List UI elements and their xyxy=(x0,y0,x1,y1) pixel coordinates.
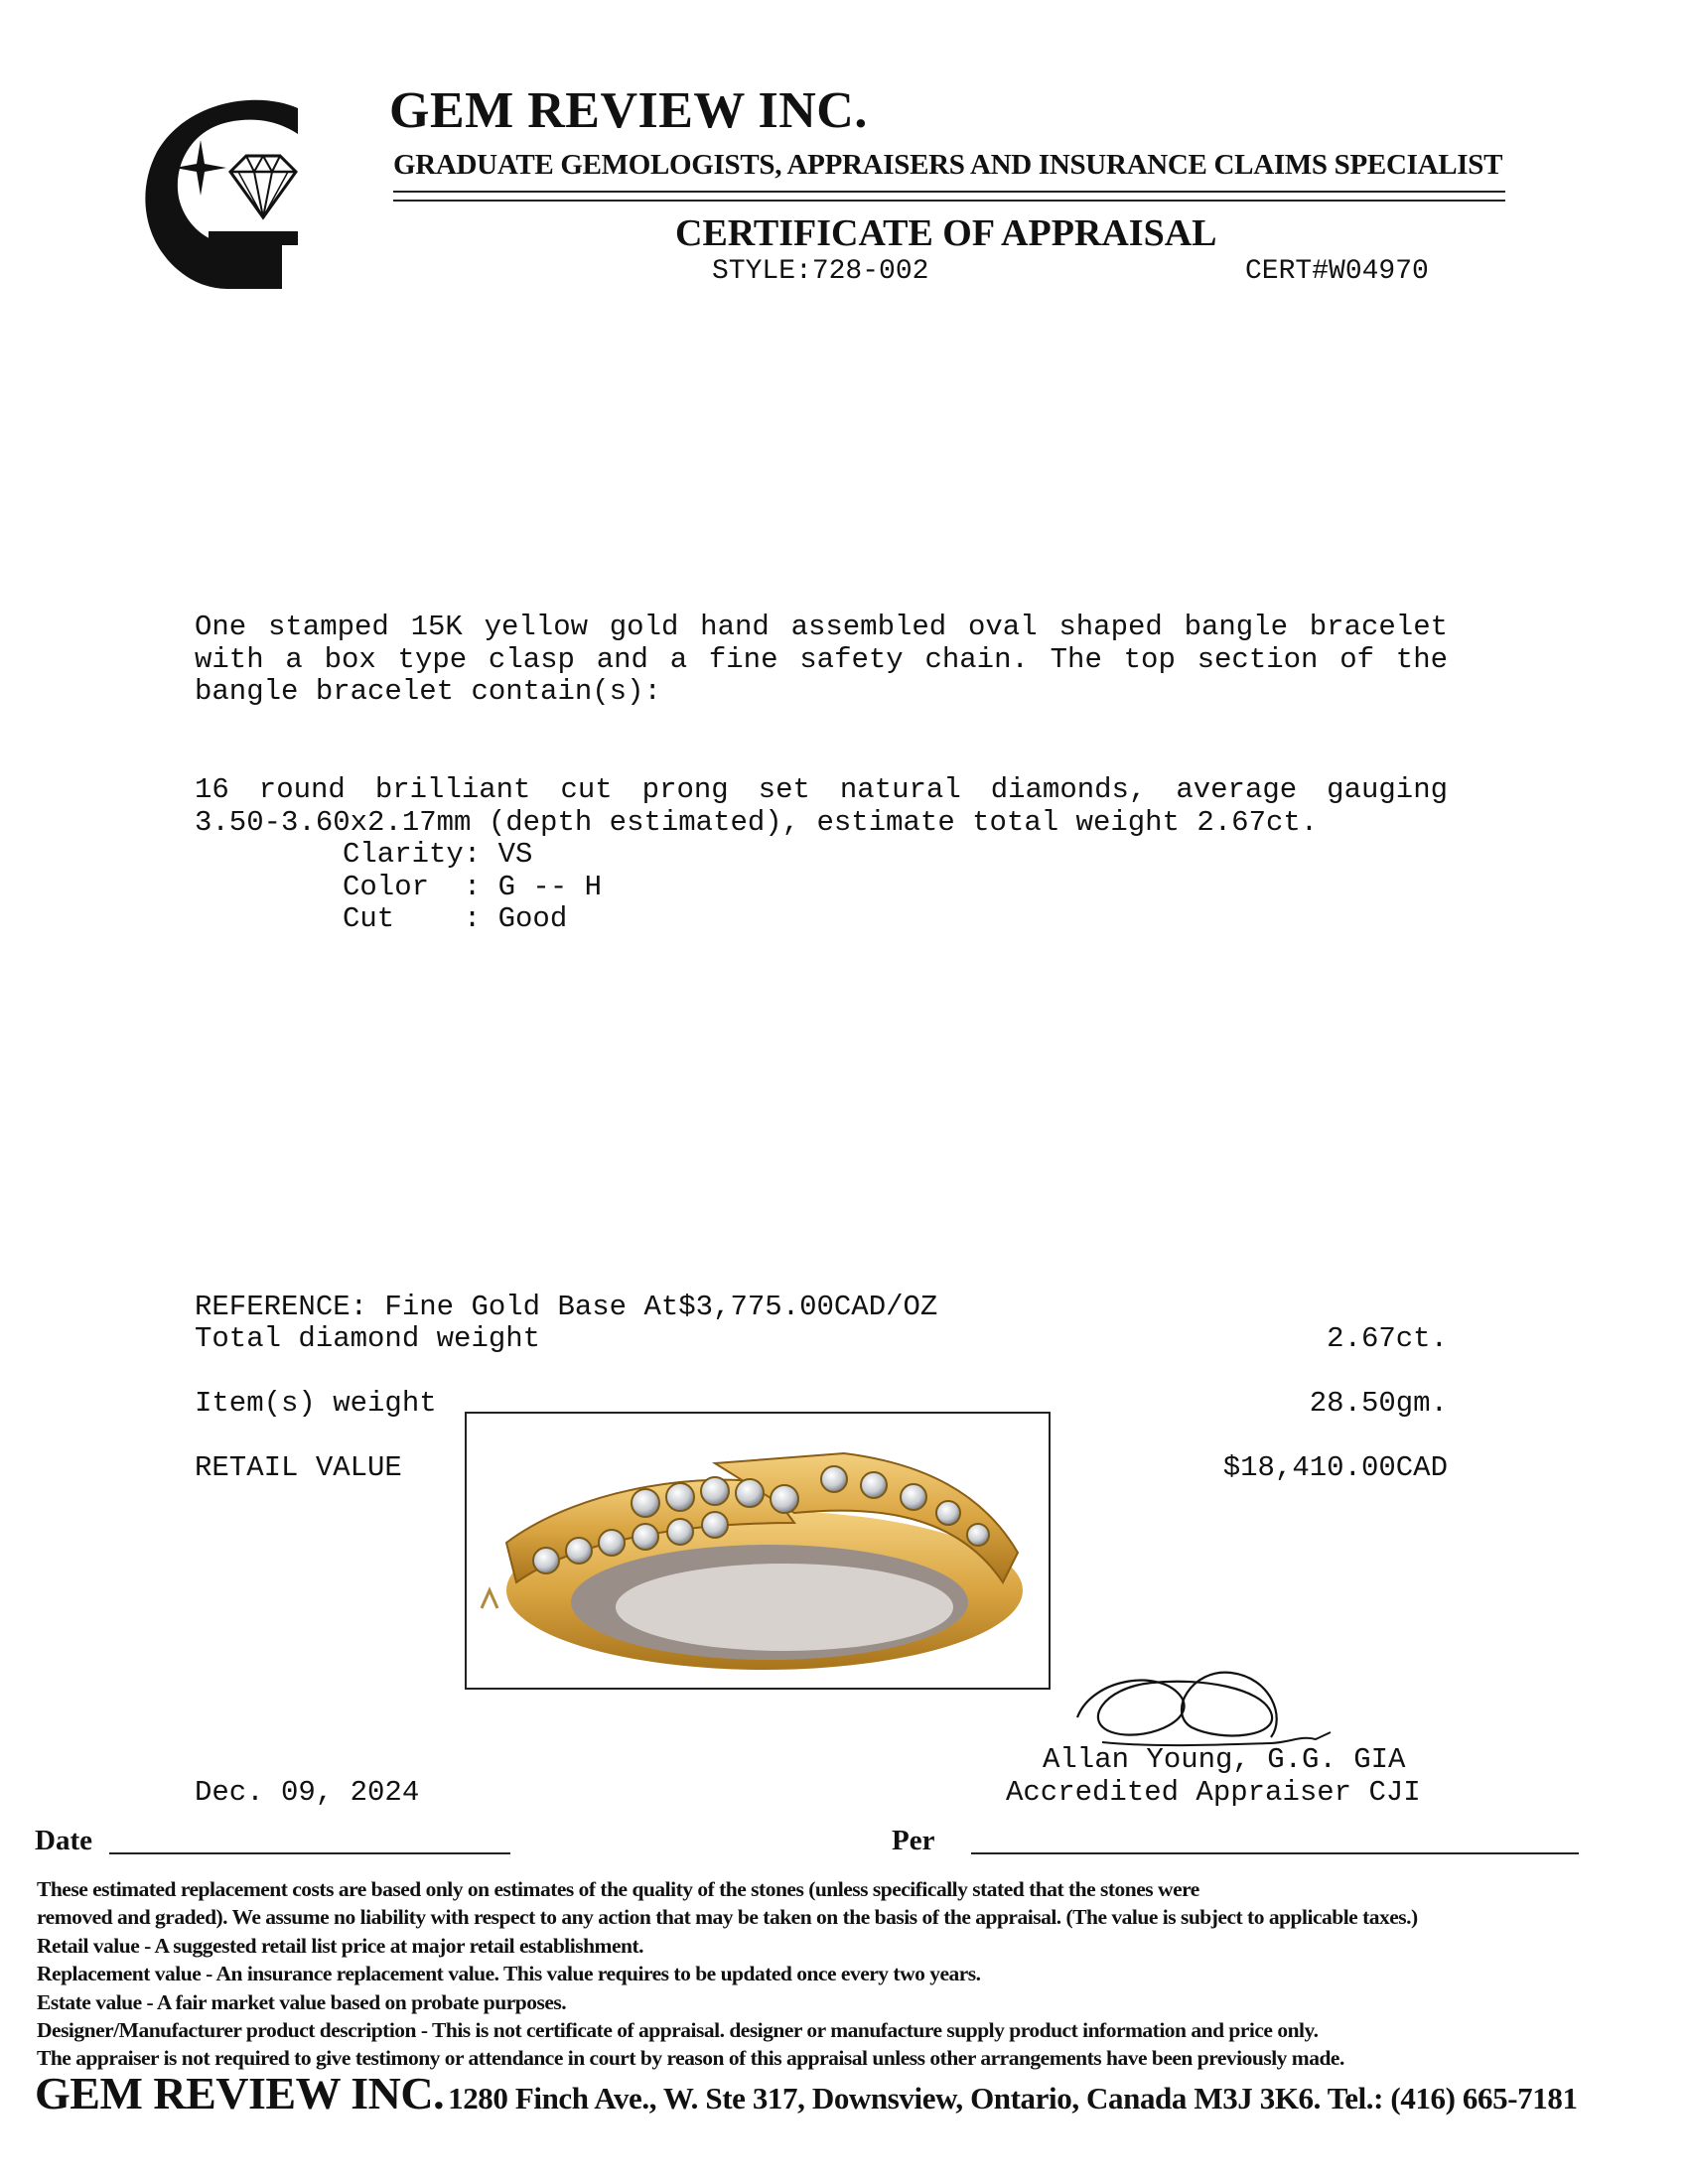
date-label: Date xyxy=(35,1825,92,1856)
certificate-title: CERTIFICATE OF APPRAISAL xyxy=(675,212,1217,254)
disclaimer-line: Designer/Manufacturer product description - This is not certificate of appraisal. designer or manufacture supply product information and price only. xyxy=(37,2018,1319,2043)
item-description: One stamped 15K yellow gold hand assembled oval shaped bangle bracelet with a box type clasp and a fine safety chain. The top section of the bangle bracelet contain(s): xyxy=(195,611,1448,708)
value-label: Total diamond weight xyxy=(195,1322,541,1355)
value-amount: 2.67ct. xyxy=(1327,1322,1448,1355)
disclaimer-line: removed and graded). We assume no liability with respect to any action that may be taken on the basis of the appraisal. (The value is subject to applicable taxes.) xyxy=(37,1905,1418,1930)
header-divider xyxy=(393,191,1505,202)
value-label: RETAIL VALUE xyxy=(195,1451,402,1484)
gold-reference: REFERENCE: Fine Gold Base At$3,775.00CAD/OZ xyxy=(195,1291,938,1323)
disclaimer-line: Estate value - A fair market value based on probate purposes. xyxy=(37,1989,567,2014)
disclaimer-line: These estimated replacement costs are based only on estimates of the quality of the stones (unless specifically stated that the stones were xyxy=(37,1877,1199,1901)
appraiser-title: Accredited Appraiser CJI xyxy=(1006,1776,1421,1809)
diamond-details xyxy=(195,774,1448,936)
value-amount: $18,410.00CAD xyxy=(1222,1451,1448,1484)
diamond-line-2: 3.50-3.60x2.17mm (depth estimated), estimate total weight 2.67ct. xyxy=(195,805,1319,839)
appraiser-signature xyxy=(1072,1648,1350,1757)
company-name: GEM REVIEW INC. xyxy=(389,82,868,139)
bracelet-image xyxy=(467,1414,1049,1688)
value-amount: 28.50gm. xyxy=(1309,1387,1448,1420)
company-tagline: GRADUATE GEMOLOGISTS, APPRAISERS AND INSURANCE CLAIMS SPECIALIST xyxy=(393,149,1503,181)
cut-grade: Cut : Good xyxy=(343,902,568,935)
disclaimer-line: Retail value - A suggested retail list price at major retail establishment. xyxy=(37,1933,643,1958)
footer xyxy=(35,2067,1578,2119)
certificate-number: CERT#W04970 xyxy=(1245,256,1429,287)
style-number: STYLE:728-002 xyxy=(712,256,929,287)
date-signature-line xyxy=(109,1852,510,1854)
per-label: Per xyxy=(892,1825,935,1856)
color-grade: Color : G -- H xyxy=(343,870,603,903)
footer-company-name: GEM REVIEW INC. xyxy=(35,2068,445,2118)
total-diamond-weight-row xyxy=(195,1322,1448,1356)
value-label: Item(s) weight xyxy=(195,1387,437,1420)
clarity-grade: Clarity: VS xyxy=(343,838,533,871)
per-signature-line xyxy=(971,1852,1579,1854)
appraisal-date: Dec. 09, 2024 xyxy=(195,1776,420,1809)
disclaimer-line: The appraiser is not required to give testimony or attendance in court by reason of this appraisal unless other arrangements have been previously made. xyxy=(37,2046,1344,2071)
footer-address: 1280 Finch Ave., W. Ste 317, Downsview, Ontario, Canada M3J 3K6. Tel.: (416) 665-7181 xyxy=(448,2081,1578,2116)
disclaimer xyxy=(37,1875,1665,2073)
appraiser-name: Allan Young, G.G. GIA xyxy=(1043,1743,1406,1776)
gem-review-logo-icon xyxy=(139,94,338,293)
diamond-line-1: 16 round brilliant cut prong set natural diamonds, average gauging xyxy=(195,773,1448,806)
bracelet-photo xyxy=(465,1412,1051,1690)
disclaimer-line: Replacement value - An insurance replacement value. This value requires to be updated once every two years. xyxy=(37,1962,981,1986)
